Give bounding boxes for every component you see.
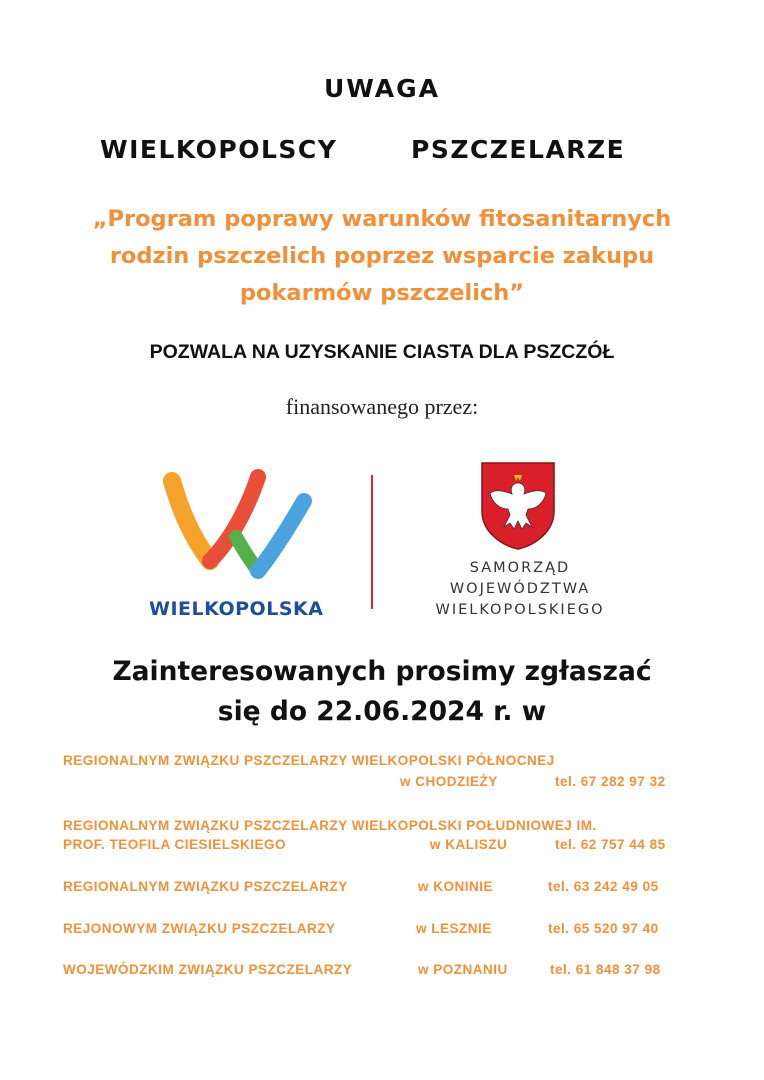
samorzad-line-1: SAMORZĄD [469,560,571,576]
org-4-name: REJONOWYM ZWIĄZKU PSZCZELARZY [63,921,336,936]
wielkopolska-w-icon [158,463,318,583]
org-2-name-2: PROF. TEOFILA CIESIELSKIEGO [63,837,287,852]
program-line-1: „Program poprawy warunków fitosanitarnych [92,206,672,232]
title: UWAGA [324,74,440,103]
org-3-name: REGIONALNYM ZWIĄZKU PSZCZELARZY [63,879,348,894]
wielkopolska-logo [158,463,318,583]
coat-of-arms [480,461,556,551]
wielkopolska-text: WIELKOPOLSKA [149,598,324,620]
org-1-place: w CHODZIEŻY [400,774,498,789]
samorzad-line-2: WOJEWÓDZTWA [449,581,591,597]
subtitle-left: WIELKOPOLSCY [100,135,338,164]
org-4-place: w LESZNIE [416,921,492,936]
org-5-place: w POZNANIU [418,962,508,977]
org-3-phone: tel. 63 242 49 05 [548,879,659,894]
org-1-name: REGIONALNYM ZWIĄZKU PSZCZELARZY WIELKOPOLSKI PÓŁNOCNEJ [63,753,555,768]
subtitle-right: PSZCZELARZE [411,135,626,164]
org-5-phone: tel. 61 848 37 98 [550,962,661,977]
samorzad-line-3: WIELKOPOLSKIEGO [435,602,605,618]
logo-divider [371,475,373,609]
samorzad-text [420,558,620,621]
org-2-name: REGIONALNYM ZWIĄZKU PSZCZELARZY WIELKOPOLSKI POŁUDNIOWEJ IM. [63,818,597,833]
org-4-phone: tel. 65 520 97 40 [548,921,659,936]
org-5-name: WOJEWÓDZKIM ZWIĄZKU PSZCZELARZY [63,962,353,977]
program-title [0,201,764,312]
program-line-2: rodzin pszczelich poprzez wsparcie zakupu [109,243,655,269]
org-1-phone: tel. 67 282 97 32 [555,774,666,789]
call-line-2: się do 22.06.2024 r. w [217,696,547,727]
org-2-phone: tel. 62 757 44 85 [555,837,666,852]
org-3-place: w KONINIE [418,879,494,894]
eagle-shield-icon [480,461,556,551]
program-line-3: pokarmów pszczelich” [239,280,525,306]
call-to-action [0,652,764,732]
org-2-place: w KALISZU [430,837,508,852]
financed-by: finansowanego przez: [285,394,479,419]
pozwala-heading: POZWALA NA UZYSKANIE CIASTA DLA PSZCZÓŁ [149,341,615,363]
call-line-1: Zainteresowanych prosimy zgłaszać [112,656,652,687]
